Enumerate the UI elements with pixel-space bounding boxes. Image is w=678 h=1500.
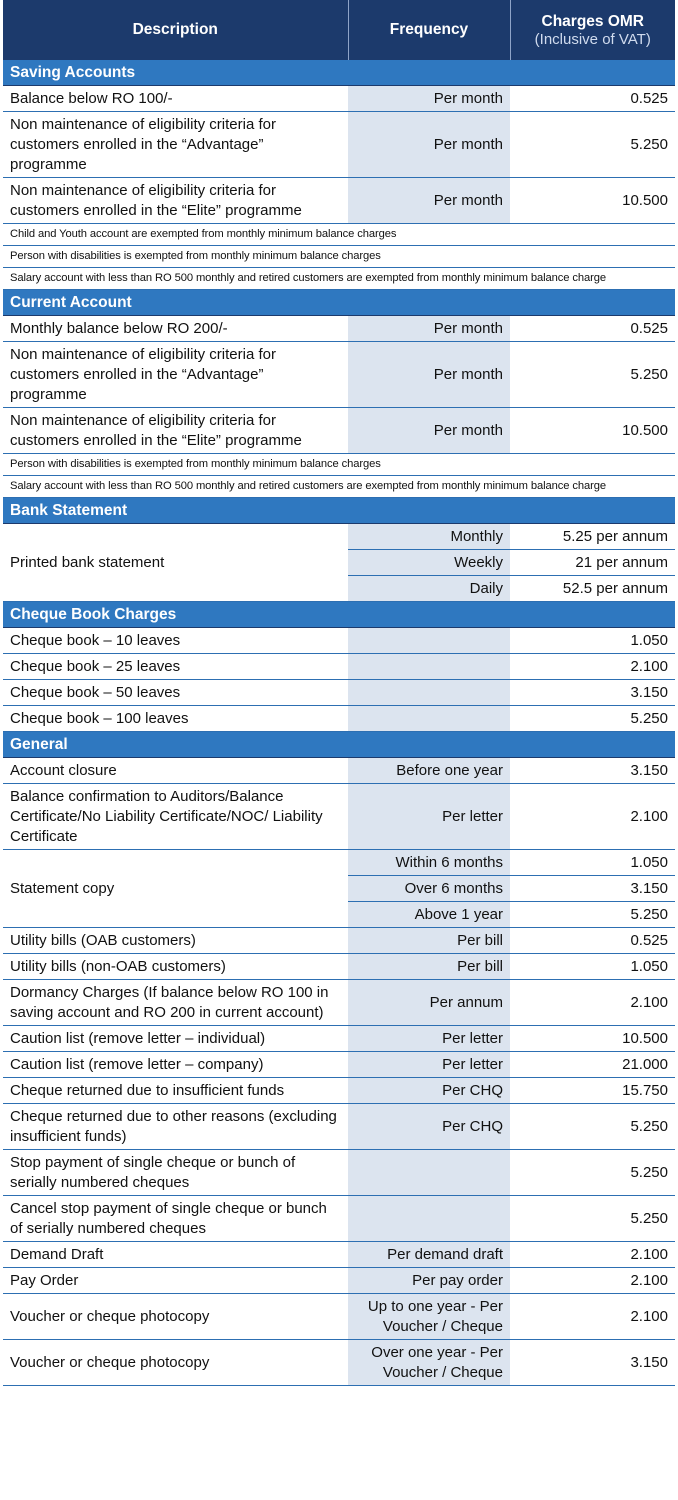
row-description: Account closure bbox=[3, 758, 348, 784]
row-charge: 5.250 bbox=[510, 112, 675, 178]
table-row bbox=[3, 980, 675, 1026]
section-header bbox=[3, 602, 675, 628]
note-row bbox=[3, 476, 675, 498]
row-charge: 10.500 bbox=[510, 408, 675, 454]
row-frequency: Per month bbox=[348, 408, 510, 454]
row-description: Cheque returned due to other reasons (excluding insufficient funds) bbox=[3, 1104, 348, 1150]
row-description: Cheque book – 25 leaves bbox=[3, 654, 348, 680]
table-row bbox=[3, 1026, 675, 1052]
row-charge: 2.100 bbox=[510, 784, 675, 850]
row-description: Voucher or cheque photocopy bbox=[3, 1294, 348, 1340]
row-description: Cheque returned due to insufficient funds bbox=[3, 1078, 348, 1104]
row-frequency bbox=[348, 1150, 510, 1196]
row-frequency bbox=[348, 680, 510, 706]
header-charges bbox=[510, 0, 675, 60]
table-row bbox=[3, 1150, 675, 1196]
section-header bbox=[3, 290, 675, 316]
row-charge: 1.050 bbox=[510, 850, 675, 876]
header-charges-title: Charges OMR bbox=[541, 12, 644, 30]
row-charge: 0.525 bbox=[510, 928, 675, 954]
section-title: Current Account bbox=[3, 290, 675, 316]
row-frequency: Per CHQ bbox=[348, 1078, 510, 1104]
row-description: Non maintenance of eligibility criteria for customers enrolled in the “Elite” programme bbox=[3, 408, 348, 454]
row-frequency: Per annum bbox=[348, 980, 510, 1026]
row-description: Demand Draft bbox=[3, 1242, 348, 1268]
row-description: Utility bills (OAB customers) bbox=[3, 928, 348, 954]
row-frequency: Per month bbox=[348, 86, 510, 112]
row-frequency bbox=[348, 628, 510, 654]
section-header bbox=[3, 732, 675, 758]
table-row bbox=[3, 524, 675, 550]
row-charge: 5.25 per annum bbox=[510, 524, 675, 550]
row-frequency: Per letter bbox=[348, 1026, 510, 1052]
row-charge: 15.750 bbox=[510, 1078, 675, 1104]
section-title: Bank Statement bbox=[3, 498, 675, 524]
row-charge: 0.525 bbox=[510, 86, 675, 112]
row-description: Printed bank statement bbox=[3, 524, 348, 602]
header-frequency: Frequency bbox=[348, 0, 510, 60]
note-row bbox=[3, 246, 675, 268]
row-charge: 0.525 bbox=[510, 316, 675, 342]
row-description: Cheque book – 100 leaves bbox=[3, 706, 348, 732]
table-row bbox=[3, 1078, 675, 1104]
header-charges-subtitle: (Inclusive of VAT) bbox=[534, 30, 651, 48]
table-row bbox=[3, 1268, 675, 1294]
row-charge: 1.050 bbox=[510, 954, 675, 980]
note-row bbox=[3, 268, 675, 290]
row-frequency: Above 1 year bbox=[348, 902, 510, 928]
table-row bbox=[3, 850, 675, 876]
table-row bbox=[3, 680, 675, 706]
row-description: Non maintenance of eligibility criteria for customers enrolled in the “Advantage” programme bbox=[3, 342, 348, 408]
row-frequency: Over 6 months bbox=[348, 876, 510, 902]
row-charge: 3.150 bbox=[510, 1340, 675, 1386]
row-frequency: Per demand draft bbox=[348, 1242, 510, 1268]
note-text: Salary account with less than RO 500 monthly and retired customers are exempted from monthly minimum balance charge bbox=[3, 476, 675, 498]
row-frequency bbox=[348, 654, 510, 680]
row-charge: 5.250 bbox=[510, 706, 675, 732]
row-charge: 2.100 bbox=[510, 980, 675, 1026]
table-row bbox=[3, 1052, 675, 1078]
row-description: Caution list (remove letter – individual) bbox=[3, 1026, 348, 1052]
row-frequency: Daily bbox=[348, 576, 510, 602]
row-charge: 52.5 per annum bbox=[510, 576, 675, 602]
row-frequency bbox=[348, 706, 510, 732]
row-description: Utility bills (non-OAB customers) bbox=[3, 954, 348, 980]
row-charge: 2.100 bbox=[510, 654, 675, 680]
section-title: Saving Accounts bbox=[3, 60, 675, 86]
row-frequency: Per letter bbox=[348, 784, 510, 850]
table-row bbox=[3, 86, 675, 112]
row-frequency: Per month bbox=[348, 178, 510, 224]
note-text: Person with disabilities is exempted from monthly minimum balance charges bbox=[3, 246, 675, 268]
row-frequency: Per month bbox=[348, 342, 510, 408]
section-header bbox=[3, 498, 675, 524]
row-description: Stop payment of single cheque or bunch of serially numbered cheques bbox=[3, 1150, 348, 1196]
row-charge: 3.150 bbox=[510, 680, 675, 706]
row-frequency: Within 6 months bbox=[348, 850, 510, 876]
note-text: Child and Youth account are exempted from monthly minimum balance charges bbox=[3, 224, 675, 246]
table-row bbox=[3, 784, 675, 850]
note-text: Person with disabilities is exempted from monthly minimum balance charges bbox=[3, 454, 675, 476]
table-row bbox=[3, 112, 675, 178]
row-frequency: Per CHQ bbox=[348, 1104, 510, 1150]
row-description: Monthly balance below RO 200/- bbox=[3, 316, 348, 342]
table-row bbox=[3, 1294, 675, 1340]
row-frequency: Monthly bbox=[348, 524, 510, 550]
row-frequency: Per letter bbox=[348, 1052, 510, 1078]
row-charge: 1.050 bbox=[510, 628, 675, 654]
row-charge: 2.100 bbox=[510, 1268, 675, 1294]
row-description: Pay Order bbox=[3, 1268, 348, 1294]
row-frequency bbox=[348, 1196, 510, 1242]
table-row bbox=[3, 706, 675, 732]
row-description: Cancel stop payment of single cheque or bunch of serially numbered cheques bbox=[3, 1196, 348, 1242]
row-description: Statement copy bbox=[3, 850, 348, 928]
table-row bbox=[3, 1340, 675, 1386]
row-charge: 5.250 bbox=[510, 902, 675, 928]
row-charge: 3.150 bbox=[510, 876, 675, 902]
table-row bbox=[3, 928, 675, 954]
table-row bbox=[3, 408, 675, 454]
row-description: Dormancy Charges (If balance below RO 100 in saving account and RO 200 in current account) bbox=[3, 980, 348, 1026]
row-charge: 5.250 bbox=[510, 1196, 675, 1242]
row-charge: 3.150 bbox=[510, 758, 675, 784]
row-description: Voucher or cheque photocopy bbox=[3, 1340, 348, 1386]
table-row bbox=[3, 654, 675, 680]
row-frequency: Per bill bbox=[348, 954, 510, 980]
table-header bbox=[3, 0, 675, 60]
table-body bbox=[3, 60, 675, 1386]
row-charge: 5.250 bbox=[510, 342, 675, 408]
row-frequency: Before one year bbox=[348, 758, 510, 784]
charges-table bbox=[3, 0, 675, 1386]
section-title: General bbox=[3, 732, 675, 758]
row-frequency: Over one year - Per Voucher / Cheque bbox=[348, 1340, 510, 1386]
row-charge: 2.100 bbox=[510, 1294, 675, 1340]
section-title: Cheque Book Charges bbox=[3, 602, 675, 628]
header-description: Description bbox=[3, 0, 348, 60]
note-row bbox=[3, 224, 675, 246]
row-frequency: Weekly bbox=[348, 550, 510, 576]
table-row bbox=[3, 342, 675, 408]
row-description: Non maintenance of eligibility criteria for customers enrolled in the “Advantage” programme bbox=[3, 112, 348, 178]
row-frequency: Up to one year - Per Voucher / Cheque bbox=[348, 1294, 510, 1340]
section-header bbox=[3, 60, 675, 86]
table-row bbox=[3, 316, 675, 342]
note-row bbox=[3, 454, 675, 476]
row-frequency: Per month bbox=[348, 316, 510, 342]
row-charge: 21 per annum bbox=[510, 550, 675, 576]
note-text: Salary account with less than RO 500 monthly and retired customers are exempted from monthly minimum balance charge bbox=[3, 268, 675, 290]
row-description: Caution list (remove letter – company) bbox=[3, 1052, 348, 1078]
row-charge: 5.250 bbox=[510, 1150, 675, 1196]
row-frequency: Per month bbox=[348, 112, 510, 178]
row-frequency: Per pay order bbox=[348, 1268, 510, 1294]
row-description: Non maintenance of eligibility criteria for customers enrolled in the “Elite” programme bbox=[3, 178, 348, 224]
row-description: Cheque book – 10 leaves bbox=[3, 628, 348, 654]
row-frequency: Per bill bbox=[348, 928, 510, 954]
row-charge: 2.100 bbox=[510, 1242, 675, 1268]
table-row bbox=[3, 758, 675, 784]
table-row bbox=[3, 1104, 675, 1150]
table-row bbox=[3, 178, 675, 224]
row-description: Balance below RO 100/- bbox=[3, 86, 348, 112]
row-charge: 5.250 bbox=[510, 1104, 675, 1150]
row-charge: 10.500 bbox=[510, 178, 675, 224]
table-row bbox=[3, 1242, 675, 1268]
row-charge: 21.000 bbox=[510, 1052, 675, 1078]
table-row bbox=[3, 1196, 675, 1242]
row-description: Cheque book – 50 leaves bbox=[3, 680, 348, 706]
table-row bbox=[3, 954, 675, 980]
table-row bbox=[3, 628, 675, 654]
row-charge: 10.500 bbox=[510, 1026, 675, 1052]
row-description: Balance confirmation to Auditors/Balance Certificate/No Liability Certificate/NOC/ Liability Certificate bbox=[3, 784, 348, 850]
